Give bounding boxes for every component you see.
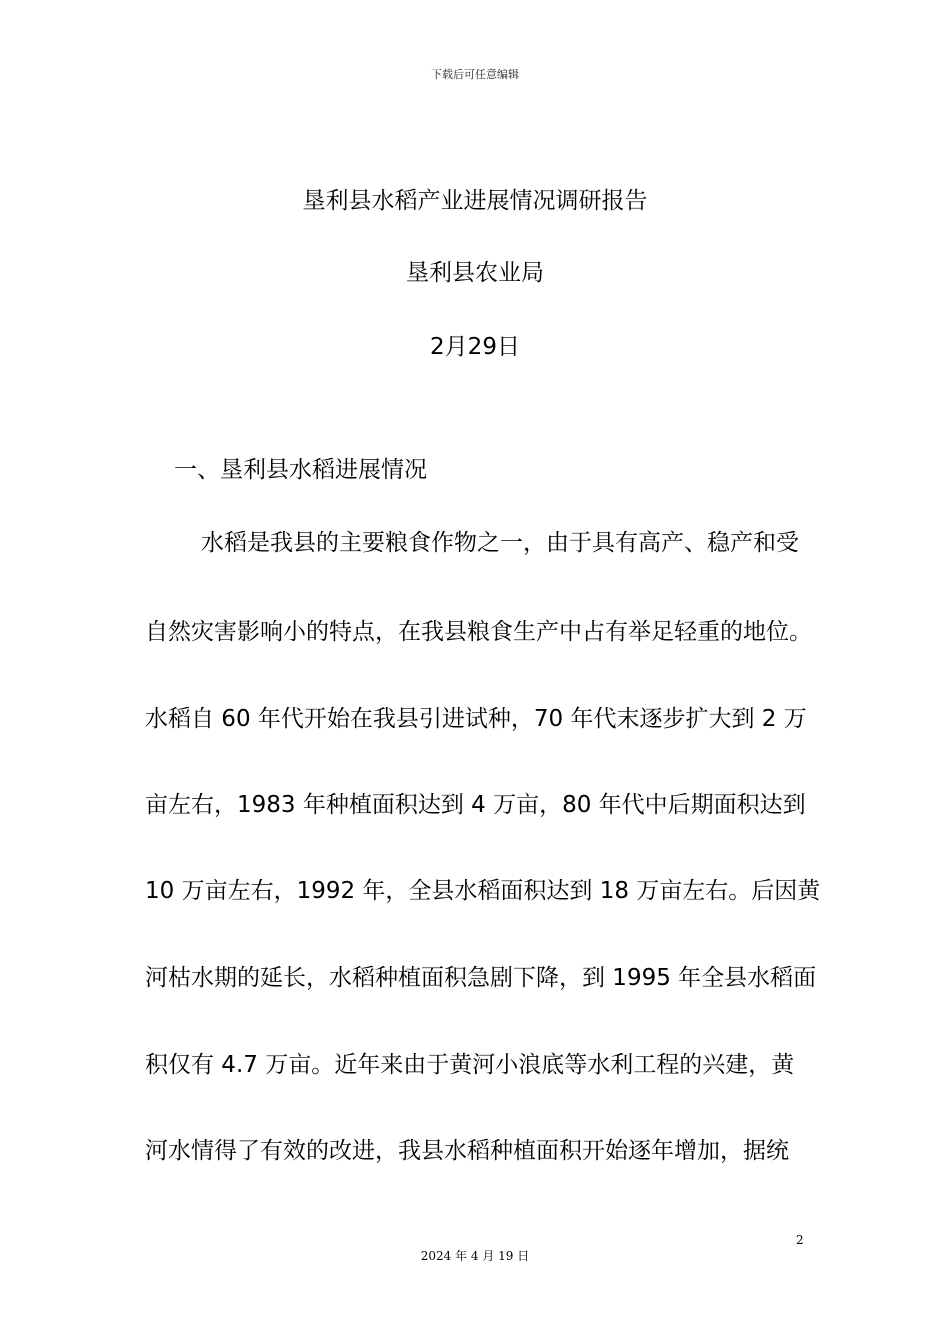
document-title: 垦利县水稻产业进展情况调研报告	[302, 188, 648, 214]
paragraph-line: 河水情得了有效的改进，我县水稻种植面积开始逐年增加，据统	[145, 1138, 789, 1164]
paragraph-line: 10 万亩左右，1992 年，全县水稻面积达到 18 万亩左右。后因黄	[145, 878, 821, 904]
document-author: 垦利县农业局	[406, 260, 544, 286]
document-date: 2月29日	[430, 334, 520, 360]
paragraph-line: 积仅有 4.7 万亩。近年来由于黄河小浪底等水利工程的兴建，黄	[145, 1052, 795, 1078]
footer-date: 2024 年 4 月 19 日	[420, 1249, 530, 1263]
paragraph-line: 亩左右，1983 年种植面积达到 4 万亩，80 年代中后期面积达到	[145, 792, 806, 818]
paragraph-line: 自然灾害影响小的特点，在我县粮食生产中占有举足轻重的地位。	[145, 619, 812, 645]
page-number: 2	[796, 1233, 804, 1247]
paragraph-line: 河枯水期的延长，水稻种植面积急剧下降，到 1995 年全县水稻面	[145, 965, 817, 991]
page-header: 下载后可任意编辑	[431, 68, 519, 81]
paragraph-line: 水稻是我县的主要粮食作物之一，由于具有高产、稳产和受	[201, 530, 799, 556]
section-heading: 一、垦利县水稻进展情况	[174, 457, 427, 483]
paragraph-line: 水稻自 60 年代开始在我县引进试种，70 年代末逐步扩大到 2 万	[145, 706, 807, 732]
